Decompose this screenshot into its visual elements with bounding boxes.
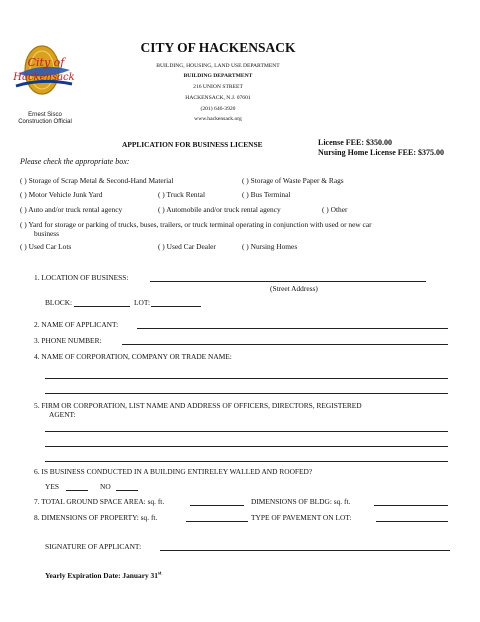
official-title: Construction Official [18,119,72,125]
no-field[interactable] [116,490,138,491]
svg-text:Hackensack: Hackensack [13,72,75,83]
applicant-name-field[interactable] [137,328,448,329]
option-nursing-homes[interactable]: ( ) Nursing Homes [242,242,298,251]
address-line-2: HACKENSACK, N.J. 07601 [185,95,251,101]
svg-text:City of: City of [27,56,65,69]
signature-label: SIGNATURE OF APPLICANT: [45,542,142,551]
city-seal-icon [12,40,76,106]
option-yard-storage-cont: business [34,229,60,238]
option-scrap-metal[interactable]: ( ) Storage of Scrap Metal & Second-Hand Material [20,176,174,185]
phone: (201) 646-3920 [200,106,236,112]
pavement-label: TYPE OF PAVEMENT ON LOT: [251,513,352,522]
yes-field[interactable] [66,490,88,491]
q5-label: 5. FIRM OR CORPORATION, LIST NAME AND ADDRESS OF OFFICERS, DIRECTORS, REGISTERED [34,401,362,410]
phone-field[interactable] [122,344,448,345]
corporation-field-1[interactable] [45,378,448,379]
option-truck-rental[interactable]: ( ) Truck Rental [158,190,206,199]
block-field[interactable] [74,306,130,307]
option-used-car-lots[interactable]: ( ) Used Car Lots [20,242,72,251]
corporation-field-2[interactable] [45,393,448,394]
officers-field-1[interactable] [45,431,448,432]
q5-label-cont: AGENT: [49,410,76,419]
option-bus-terminal[interactable]: ( ) Bus Terminal [242,190,291,199]
dept-line: BUILDING, HOUSING, LAND USE DEPARTMENT [156,63,280,69]
option-auto-truck-agency[interactable]: ( ) Auto and/or truck rental agency [20,205,123,214]
q6-label: 6. IS BUSINESS CONDUCTED IN A BUILDING ENTIRELEY WALLED AND ROOFED? [34,467,313,476]
address-line-1: 216 UNION STREET [193,84,243,90]
option-yard-storage[interactable]: ( ) Yard for storage or parking of trucks, buses, trailers, or truck terminal operating in conjunction with used or new car [20,220,372,229]
signature-field[interactable] [160,550,450,551]
option-used-car-dealer[interactable]: ( ) Used Car Dealer [158,242,216,251]
city-title: CITY OF HACKENSACK [140,40,296,55]
q2-label: 2. NAME OF APPLICANT: [34,320,119,329]
lot-field[interactable] [151,306,201,307]
no-label: NO [100,482,111,491]
license-fee: License FEE: $350.00 [318,138,392,147]
q3-label: 3. PHONE NUMBER: [34,336,102,345]
q1-label: 1. LOCATION OF BUSINESS: [34,273,129,282]
ground-space-field[interactable] [190,505,244,506]
location-field[interactable] [150,281,426,282]
pavement-field[interactable] [376,521,448,522]
yes-label: YES [45,482,59,491]
block-label: BLOCK: [45,298,73,307]
city-logo [12,40,76,106]
option-other[interactable]: ( ) Other [322,205,348,214]
expiration-date: Yearly Expiration Date: January 31st [45,571,162,580]
property-dimensions-field[interactable] [186,521,248,522]
option-waste-paper[interactable]: ( ) Storage of Waste Paper & Rags [242,176,344,185]
q4-label: 4. NAME OF CORPORATION, COMPANY OR TRADE NAME: [34,352,232,361]
officers-field-3[interactable] [45,461,448,462]
option-junk-yard[interactable]: ( ) Motor Vehicle Junk Yard [20,190,103,199]
nursing-home-fee: Nursing Home License FEE: $375.00 [318,148,444,157]
officers-field-2[interactable] [45,446,448,447]
street-address-hint: (Street Address) [270,284,318,293]
q8-label: 8. DIMENSIONS OF PROPERTY: sq. ft. [34,513,158,522]
dept-name: BUILDING DEPARTMENT [183,73,253,79]
lot-label: LOT: [134,298,151,307]
form-title: APPLICATION FOR BUSINESS LICENSE [122,140,263,149]
official-name: Ernest Sisco [28,112,62,118]
website: www.hackensack.org [194,116,242,122]
option-automobile-agency[interactable]: ( ) Automobile and/or truck rental agency [158,205,281,214]
bldg-dimensions-field[interactable] [374,505,448,506]
bldg-dimensions-label: DIMENSIONS OF BLDG: sq. ft. [251,497,351,506]
q7-label: 7. TOTAL GROUND SPACE AREA: sq. ft. [34,497,165,506]
check-instruction: Please check the appropriate box: [20,157,130,166]
